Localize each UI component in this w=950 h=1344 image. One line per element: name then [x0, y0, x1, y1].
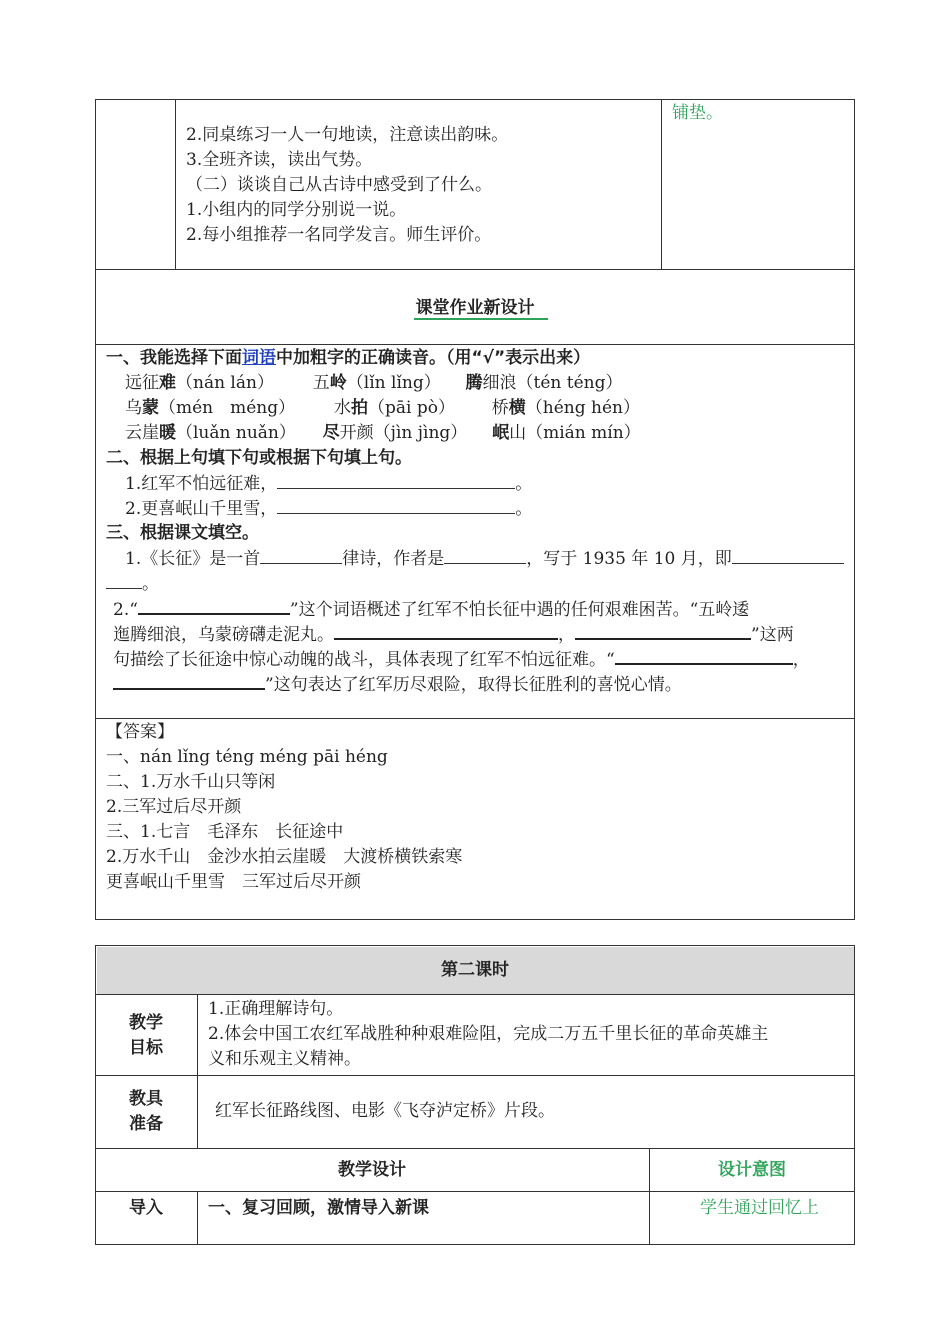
lesson2-title: 第二课时 [441, 960, 509, 980]
word-item: 岷山（mián mín） [492, 423, 641, 443]
answer-line: 三、1.七言 毛泽东 长征途中 [106, 822, 344, 842]
answer-blank[interactable] [575, 621, 751, 640]
top-table-row-divider [95, 269, 855, 270]
answer-line: 二、1.万水千山只等闲 [106, 772, 276, 792]
goal-label: 目标 [129, 1038, 163, 1058]
intent-header: 设计意图 [718, 1160, 786, 1180]
q1-after: 中加粗字的正确读音。（用“√”表示出来） [276, 348, 591, 368]
answer-blank[interactable] [106, 571, 142, 589]
word-item: 远征难（nán lán） [125, 373, 274, 393]
word-item: 乌蒙（mén méng） [125, 398, 296, 418]
lesson2-row-divider [95, 1148, 855, 1149]
lesson2-col-divider [197, 1191, 198, 1245]
step-line: 2.每小组推荐一名同学发言。师生评价。 [186, 225, 492, 245]
homework-title-divider [95, 344, 855, 345]
word-link[interactable]: 词语 [242, 348, 276, 368]
tools-label: 准备 [129, 1114, 163, 1134]
goal-label: 教学 [129, 1013, 163, 1033]
word-item: 五岭（lǐn lǐng） [312, 373, 441, 393]
answer-blank[interactable] [113, 671, 265, 690]
answer-line: 2.三军过后尽开颜 [106, 797, 242, 817]
question-2-item-1: 1.红军不怕远征难， 。 [125, 471, 532, 496]
step-line: 1.小组内的同学分别说一说。 [186, 200, 407, 220]
question-3-title: 三、根据课文填空。 [106, 523, 259, 543]
homework-title: 课堂作业新设计 [415, 298, 535, 318]
lesson2-row-divider [95, 1191, 855, 1192]
goal-line: 1.正确理解诗句。 [208, 999, 344, 1019]
q1-before: 一、我能选择下面 [106, 348, 242, 368]
question-3-item-1-cont: 。 [106, 571, 159, 596]
question-2-title: 二、根据上句填下句或根据下句填上句。 [106, 448, 412, 468]
goal-line: 2.体会中国工农红军战胜种种艰难险阻，完成二万五千里长征的革命英雄主 [208, 1024, 769, 1044]
answer-blank[interactable] [334, 621, 558, 640]
step-line: 3.全班齐读，读出气势。 [186, 150, 373, 170]
word-item: 桥横（héng hén） [491, 398, 640, 418]
answer-blank[interactable] [277, 471, 515, 489]
word-item: 尽开颜（jìn jìng） [322, 423, 468, 443]
answer-blank[interactable] [138, 596, 290, 615]
design-header: 教学设计 [338, 1160, 406, 1180]
question-3-item-2-line-3: 句描绘了长征途中惊心动魄的战斗，具体表现了红军不怕远征难。“ ， [113, 646, 810, 672]
step-line: 2.同桌练习一人一句地读，注意读出韵味。 [186, 125, 509, 145]
word-item: 腾细浪（tén téng） [465, 373, 623, 393]
question-2-item-2: 2.更喜岷山千里雪， 。 [125, 496, 532, 521]
intro-label: 导入 [129, 1198, 163, 1218]
tools-label: 教具 [129, 1089, 163, 1109]
design-intent-text: 铺垫。 [672, 103, 723, 123]
tools-text: 红军长征路线图、电影《飞夺泸定桥》片段。 [215, 1101, 555, 1121]
word-item: 水拍（pāi pò） [333, 398, 455, 418]
pinyin-row-2 [125, 396, 640, 420]
answer-line: 一、nán lǐng téng méng pāi héng [106, 747, 388, 767]
lesson2-row-divider [95, 994, 855, 995]
answer-blank[interactable] [260, 546, 342, 564]
pinyin-row-3 [125, 421, 641, 445]
answer-blank[interactable] [732, 546, 844, 564]
answers-header: 【答案】 [106, 722, 174, 742]
question-3-item-2-line-4: ”这句表达了红军历尽艰险，取得长征胜利的喜悦心情。 [113, 671, 682, 697]
goal-line: 义和乐观主义精神。 [208, 1049, 361, 1069]
top-table-col-divider-2 [661, 99, 662, 270]
answer-blank[interactable] [444, 546, 526, 564]
answer-line: 2.万水千山 金沙水拍云崖暖 大渡桥横铁索寒 [106, 847, 463, 867]
word-item: 云崖暖（luǎn nuǎn） [125, 423, 296, 443]
question-3-item-1: 1.《长征》是一首 律诗，作者是 ，写于 1935 年 10 月，即 [125, 546, 844, 571]
answer-blank[interactable] [615, 646, 793, 665]
intro-intent: 学生通过回忆上 [700, 1198, 819, 1218]
answer-line: 更喜岷山千里雪 三军过后尽开颜 [106, 872, 361, 892]
step-line: （二）谈谈自己从古诗中感受到了什么。 [186, 175, 492, 195]
question-1-title [106, 346, 590, 370]
answer-blank[interactable] [277, 496, 515, 514]
lesson2-col-divider [197, 994, 198, 1148]
top-table-col-divider-1 [175, 99, 176, 270]
pinyin-row-1 [125, 371, 623, 395]
lesson2-row-divider [95, 1075, 855, 1076]
homework-title-underline [414, 318, 548, 320]
answers-divider [95, 718, 855, 719]
question-3-item-2-line-1: 2.“ ”这个词语概述了红军不怕长征中遇的任何艰难困苦。“五岭逶 [113, 596, 749, 622]
intro-title: 一、复习回顾，激情导入新课 [208, 1198, 429, 1218]
question-3-item-2-line-2: 迤腾细浪，乌蒙磅礴走泥丸。 ， ”这两 [113, 621, 794, 647]
